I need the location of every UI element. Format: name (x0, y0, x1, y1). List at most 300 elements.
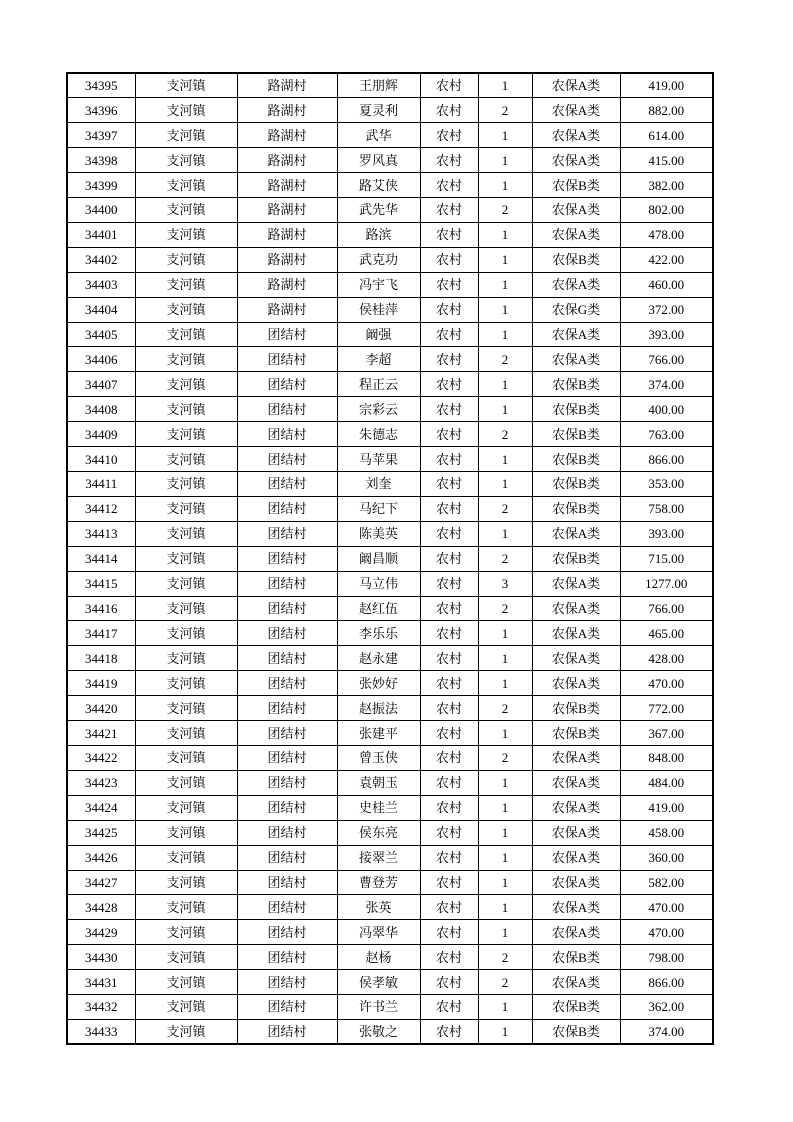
cell-amount: 372.00 (620, 297, 713, 322)
cell-amount: 715.00 (620, 546, 713, 571)
cell-person-name: 马纪下 (337, 496, 420, 521)
cell-insurance-class: 农保B类 (532, 496, 620, 521)
cell-person-name: 侯东亮 (337, 820, 420, 845)
cell-town: 支河镇 (135, 546, 237, 571)
cell-person-name: 武华 (337, 123, 420, 148)
cell-insurance-class: 农保A类 (532, 970, 620, 995)
cell-person-count: 1 (478, 247, 532, 272)
cell-person-count: 1 (478, 222, 532, 247)
cell-residence-type: 农村 (420, 347, 478, 372)
cell-town: 支河镇 (135, 521, 237, 546)
cell-town: 支河镇 (135, 198, 237, 223)
cell-serial-no: 34408 (67, 397, 135, 422)
table-row (67, 745, 713, 770)
cell-serial-no: 34425 (67, 820, 135, 845)
cell-person-count: 1 (478, 895, 532, 920)
cell-serial-no: 34418 (67, 646, 135, 671)
table-row (67, 671, 713, 696)
cell-insurance-class: 农保A类 (532, 795, 620, 820)
cell-person-count: 3 (478, 571, 532, 596)
cell-village: 路湖村 (237, 148, 337, 173)
cell-serial-no: 34431 (67, 970, 135, 995)
cell-village: 团结村 (237, 596, 337, 621)
cell-person-count: 2 (478, 546, 532, 571)
cell-residence-type: 农村 (420, 372, 478, 397)
cell-residence-type: 农村 (420, 322, 478, 347)
cell-town: 支河镇 (135, 222, 237, 247)
cell-person-count: 1 (478, 770, 532, 795)
table-row (67, 895, 713, 920)
cell-person-count: 2 (478, 347, 532, 372)
table-row (67, 1019, 713, 1044)
cell-amount: 582.00 (620, 870, 713, 895)
cell-amount: 419.00 (620, 73, 713, 98)
cell-person-count: 1 (478, 447, 532, 472)
cell-town: 支河镇 (135, 770, 237, 795)
cell-residence-type: 农村 (420, 745, 478, 770)
cell-residence-type: 农村 (420, 770, 478, 795)
cell-amount: 470.00 (620, 895, 713, 920)
cell-village: 团结村 (237, 870, 337, 895)
cell-person-name: 曹登芳 (337, 870, 420, 895)
cell-serial-no: 34429 (67, 920, 135, 945)
cell-insurance-class: 农保A类 (532, 272, 620, 297)
cell-town: 支河镇 (135, 571, 237, 596)
cell-town: 支河镇 (135, 745, 237, 770)
cell-village: 团结村 (237, 521, 337, 546)
table-row (67, 297, 713, 322)
cell-residence-type: 农村 (420, 98, 478, 123)
table-row (67, 148, 713, 173)
cell-town: 支河镇 (135, 297, 237, 322)
cell-residence-type: 农村 (420, 422, 478, 447)
cell-amount: 374.00 (620, 372, 713, 397)
cell-town: 支河镇 (135, 820, 237, 845)
cell-person-count: 1 (478, 721, 532, 746)
cell-insurance-class: 农保B类 (532, 546, 620, 571)
cell-amount: 360.00 (620, 845, 713, 870)
table-row (67, 870, 713, 895)
cell-person-count: 1 (478, 297, 532, 322)
cell-person-name: 路艾侠 (337, 173, 420, 198)
cell-insurance-class: 农保B类 (532, 472, 620, 497)
cell-person-count: 2 (478, 945, 532, 970)
cell-town: 支河镇 (135, 73, 237, 98)
cell-amount: 415.00 (620, 148, 713, 173)
cell-insurance-class: 农保A类 (532, 895, 620, 920)
cell-serial-no: 34433 (67, 1019, 135, 1044)
cell-person-count: 1 (478, 372, 532, 397)
cell-village: 团结村 (237, 995, 337, 1020)
cell-person-count: 1 (478, 621, 532, 646)
cell-amount: 465.00 (620, 621, 713, 646)
cell-town: 支河镇 (135, 995, 237, 1020)
cell-person-count: 2 (478, 596, 532, 621)
cell-village: 团结村 (237, 621, 337, 646)
table-row (67, 521, 713, 546)
cell-person-name: 阚强 (337, 322, 420, 347)
cell-residence-type: 农村 (420, 222, 478, 247)
cell-village: 路湖村 (237, 98, 337, 123)
cell-insurance-class: 农保A类 (532, 322, 620, 347)
cell-insurance-class: 农保G类 (532, 297, 620, 322)
cell-amount: 882.00 (620, 98, 713, 123)
cell-insurance-class: 农保B类 (532, 397, 620, 422)
cell-serial-no: 34430 (67, 945, 135, 970)
cell-village: 路湖村 (237, 272, 337, 297)
table-row (67, 123, 713, 148)
cell-residence-type: 农村 (420, 920, 478, 945)
cell-village: 团结村 (237, 945, 337, 970)
cell-person-name: 张建平 (337, 721, 420, 746)
cell-person-name: 张妙好 (337, 671, 420, 696)
cell-residence-type: 农村 (420, 397, 478, 422)
cell-amount: 470.00 (620, 920, 713, 945)
cell-person-name: 夏灵利 (337, 98, 420, 123)
cell-residence-type: 农村 (420, 272, 478, 297)
cell-insurance-class: 农保A类 (532, 521, 620, 546)
cell-residence-type: 农村 (420, 521, 478, 546)
cell-person-count: 1 (478, 123, 532, 148)
cell-serial-no: 34415 (67, 571, 135, 596)
cell-person-name: 阚昌顺 (337, 546, 420, 571)
cell-insurance-class: 农保A类 (532, 571, 620, 596)
cell-town: 支河镇 (135, 472, 237, 497)
cell-amount: 848.00 (620, 745, 713, 770)
cell-person-name: 马苹果 (337, 447, 420, 472)
cell-serial-no: 34424 (67, 795, 135, 820)
cell-amount: 393.00 (620, 322, 713, 347)
cell-insurance-class: 农保A类 (532, 148, 620, 173)
cell-person-count: 1 (478, 397, 532, 422)
table-row (67, 347, 713, 372)
cell-amount: 374.00 (620, 1019, 713, 1044)
beneficiary-table (66, 72, 714, 1045)
cell-village: 团结村 (237, 671, 337, 696)
cell-amount: 766.00 (620, 347, 713, 372)
cell-person-count: 1 (478, 671, 532, 696)
cell-person-count: 1 (478, 920, 532, 945)
cell-town: 支河镇 (135, 945, 237, 970)
cell-person-name: 张英 (337, 895, 420, 920)
table-row (67, 372, 713, 397)
cell-person-count: 1 (478, 148, 532, 173)
cell-town: 支河镇 (135, 621, 237, 646)
cell-amount: 798.00 (620, 945, 713, 970)
cell-insurance-class: 农保A类 (532, 198, 620, 223)
cell-serial-no: 34399 (67, 173, 135, 198)
cell-town: 支河镇 (135, 970, 237, 995)
table-row (67, 322, 713, 347)
cell-insurance-class: 农保A类 (532, 870, 620, 895)
cell-village: 团结村 (237, 571, 337, 596)
cell-residence-type: 农村 (420, 1019, 478, 1044)
cell-village: 路湖村 (237, 222, 337, 247)
cell-amount: 772.00 (620, 696, 713, 721)
table-row (67, 546, 713, 571)
cell-village: 团结村 (237, 322, 337, 347)
cell-town: 支河镇 (135, 247, 237, 272)
cell-residence-type: 农村 (420, 995, 478, 1020)
cell-village: 路湖村 (237, 73, 337, 98)
table-row (67, 422, 713, 447)
cell-village: 团结村 (237, 820, 337, 845)
cell-residence-type: 农村 (420, 895, 478, 920)
cell-serial-no: 34422 (67, 745, 135, 770)
cell-serial-no: 34406 (67, 347, 135, 372)
cell-insurance-class: 农保B类 (532, 247, 620, 272)
cell-amount: 763.00 (620, 422, 713, 447)
table-row (67, 945, 713, 970)
cell-town: 支河镇 (135, 1019, 237, 1044)
cell-person-name: 马立伟 (337, 571, 420, 596)
cell-amount: 382.00 (620, 173, 713, 198)
cell-village: 路湖村 (237, 297, 337, 322)
table-row (67, 247, 713, 272)
cell-serial-no: 34404 (67, 297, 135, 322)
cell-town: 支河镇 (135, 845, 237, 870)
cell-insurance-class: 农保B类 (532, 1019, 620, 1044)
cell-person-name: 史桂兰 (337, 795, 420, 820)
cell-residence-type: 农村 (420, 945, 478, 970)
cell-insurance-class: 农保B类 (532, 945, 620, 970)
cell-person-count: 1 (478, 472, 532, 497)
cell-village: 团结村 (237, 422, 337, 447)
cell-village: 团结村 (237, 397, 337, 422)
cell-person-count: 1 (478, 173, 532, 198)
table-row (67, 795, 713, 820)
cell-amount: 470.00 (620, 671, 713, 696)
cell-person-name: 赵永建 (337, 646, 420, 671)
cell-serial-no: 34432 (67, 995, 135, 1020)
cell-residence-type: 农村 (420, 696, 478, 721)
cell-village: 路湖村 (237, 198, 337, 223)
cell-person-name: 武克功 (337, 247, 420, 272)
cell-person-count: 1 (478, 322, 532, 347)
cell-town: 支河镇 (135, 920, 237, 945)
cell-person-count: 2 (478, 696, 532, 721)
cell-serial-no: 34411 (67, 472, 135, 497)
cell-amount: 758.00 (620, 496, 713, 521)
cell-insurance-class: 农保B类 (532, 422, 620, 447)
cell-residence-type: 农村 (420, 596, 478, 621)
cell-insurance-class: 农保B类 (532, 696, 620, 721)
cell-residence-type: 农村 (420, 496, 478, 521)
table-row (67, 696, 713, 721)
cell-residence-type: 农村 (420, 970, 478, 995)
cell-amount: 802.00 (620, 198, 713, 223)
cell-town: 支河镇 (135, 347, 237, 372)
cell-residence-type: 农村 (420, 671, 478, 696)
cell-amount: 458.00 (620, 820, 713, 845)
cell-serial-no: 34412 (67, 496, 135, 521)
table-row (67, 447, 713, 472)
cell-person-name: 冯宇飞 (337, 272, 420, 297)
cell-village: 团结村 (237, 845, 337, 870)
cell-residence-type: 农村 (420, 148, 478, 173)
table-row (67, 198, 713, 223)
cell-village: 团结村 (237, 447, 337, 472)
cell-serial-no: 34400 (67, 198, 135, 223)
cell-person-count: 2 (478, 745, 532, 770)
cell-person-name: 赵红伍 (337, 596, 420, 621)
cell-residence-type: 农村 (420, 198, 478, 223)
cell-village: 团结村 (237, 496, 337, 521)
cell-serial-no: 34427 (67, 870, 135, 895)
table-row (67, 397, 713, 422)
cell-person-count: 1 (478, 272, 532, 297)
cell-amount: 866.00 (620, 970, 713, 995)
cell-amount: 1277.00 (620, 571, 713, 596)
cell-amount: 766.00 (620, 596, 713, 621)
cell-village: 路湖村 (237, 123, 337, 148)
cell-serial-no: 34413 (67, 521, 135, 546)
cell-amount: 367.00 (620, 721, 713, 746)
cell-serial-no: 34397 (67, 123, 135, 148)
cell-person-name: 张敬之 (337, 1019, 420, 1044)
cell-residence-type: 农村 (420, 621, 478, 646)
cell-amount: 362.00 (620, 995, 713, 1020)
cell-village: 团结村 (237, 1019, 337, 1044)
cell-village: 团结村 (237, 696, 337, 721)
table-row (67, 272, 713, 297)
cell-village: 团结村 (237, 546, 337, 571)
cell-serial-no: 34398 (67, 148, 135, 173)
cell-residence-type: 农村 (420, 571, 478, 596)
cell-amount: 866.00 (620, 447, 713, 472)
cell-town: 支河镇 (135, 397, 237, 422)
cell-person-name: 朱德志 (337, 422, 420, 447)
cell-serial-no: 34409 (67, 422, 135, 447)
cell-village: 团结村 (237, 770, 337, 795)
cell-person-count: 2 (478, 970, 532, 995)
cell-insurance-class: 农保A类 (532, 920, 620, 945)
cell-person-name: 侯孝敏 (337, 970, 420, 995)
cell-town: 支河镇 (135, 173, 237, 198)
cell-person-count: 2 (478, 422, 532, 447)
cell-insurance-class: 农保B类 (532, 173, 620, 198)
cell-insurance-class: 农保B类 (532, 447, 620, 472)
cell-village: 路湖村 (237, 173, 337, 198)
cell-village: 路湖村 (237, 247, 337, 272)
cell-insurance-class: 农保A类 (532, 671, 620, 696)
cell-town: 支河镇 (135, 123, 237, 148)
cell-town: 支河镇 (135, 795, 237, 820)
cell-person-count: 1 (478, 795, 532, 820)
cell-residence-type: 农村 (420, 123, 478, 148)
cell-person-name: 路滨 (337, 222, 420, 247)
cell-person-name: 程正云 (337, 372, 420, 397)
cell-person-count: 1 (478, 870, 532, 895)
cell-person-name: 武先华 (337, 198, 420, 223)
cell-person-count: 1 (478, 820, 532, 845)
cell-town: 支河镇 (135, 148, 237, 173)
cell-residence-type: 农村 (420, 297, 478, 322)
cell-person-name: 赵振法 (337, 696, 420, 721)
cell-town: 支河镇 (135, 272, 237, 297)
table-row (67, 496, 713, 521)
cell-serial-no: 34407 (67, 372, 135, 397)
cell-amount: 478.00 (620, 222, 713, 247)
cell-person-count: 1 (478, 521, 532, 546)
cell-insurance-class: 农保B类 (532, 995, 620, 1020)
table-row (67, 995, 713, 1020)
table-row (67, 770, 713, 795)
cell-amount: 484.00 (620, 770, 713, 795)
cell-village: 团结村 (237, 347, 337, 372)
cell-amount: 419.00 (620, 795, 713, 820)
cell-person-count: 1 (478, 73, 532, 98)
cell-amount: 393.00 (620, 521, 713, 546)
table-row (67, 970, 713, 995)
cell-town: 支河镇 (135, 696, 237, 721)
cell-town: 支河镇 (135, 447, 237, 472)
cell-insurance-class: 农保A类 (532, 73, 620, 98)
cell-insurance-class: 农保A类 (532, 745, 620, 770)
cell-person-count: 2 (478, 496, 532, 521)
cell-village: 团结村 (237, 372, 337, 397)
table-row (67, 571, 713, 596)
cell-person-count: 2 (478, 198, 532, 223)
table-row (67, 596, 713, 621)
cell-residence-type: 农村 (420, 845, 478, 870)
cell-town: 支河镇 (135, 322, 237, 347)
cell-town: 支河镇 (135, 870, 237, 895)
cell-amount: 614.00 (620, 123, 713, 148)
cell-insurance-class: 农保B类 (532, 372, 620, 397)
cell-residence-type: 农村 (420, 820, 478, 845)
cell-person-count: 2 (478, 98, 532, 123)
cell-person-name: 李乐乐 (337, 621, 420, 646)
cell-insurance-class: 农保B类 (532, 721, 620, 746)
cell-residence-type: 农村 (420, 173, 478, 198)
cell-person-name: 曾玉侠 (337, 745, 420, 770)
cell-village: 团结村 (237, 745, 337, 770)
cell-village: 团结村 (237, 970, 337, 995)
cell-amount: 422.00 (620, 247, 713, 272)
cell-person-name: 袁朝玉 (337, 770, 420, 795)
cell-person-name: 冯翠华 (337, 920, 420, 945)
cell-village: 团结村 (237, 646, 337, 671)
cell-serial-no: 34419 (67, 671, 135, 696)
cell-person-name: 李超 (337, 347, 420, 372)
cell-residence-type: 农村 (420, 546, 478, 571)
cell-village: 团结村 (237, 895, 337, 920)
cell-town: 支河镇 (135, 646, 237, 671)
cell-town: 支河镇 (135, 372, 237, 397)
cell-town: 支河镇 (135, 721, 237, 746)
cell-residence-type: 农村 (420, 721, 478, 746)
cell-person-name: 侯桂萍 (337, 297, 420, 322)
cell-insurance-class: 农保A类 (532, 596, 620, 621)
cell-person-name: 接翠兰 (337, 845, 420, 870)
table-row (67, 621, 713, 646)
cell-town: 支河镇 (135, 596, 237, 621)
cell-town: 支河镇 (135, 895, 237, 920)
cell-amount: 460.00 (620, 272, 713, 297)
cell-serial-no: 34428 (67, 895, 135, 920)
cell-amount: 400.00 (620, 397, 713, 422)
cell-person-name: 许书兰 (337, 995, 420, 1020)
cell-serial-no: 34402 (67, 247, 135, 272)
table-row (67, 920, 713, 945)
cell-serial-no: 34410 (67, 447, 135, 472)
cell-residence-type: 农村 (420, 447, 478, 472)
cell-serial-no: 34395 (67, 73, 135, 98)
cell-residence-type: 农村 (420, 73, 478, 98)
table-row (67, 472, 713, 497)
cell-village: 团结村 (237, 472, 337, 497)
